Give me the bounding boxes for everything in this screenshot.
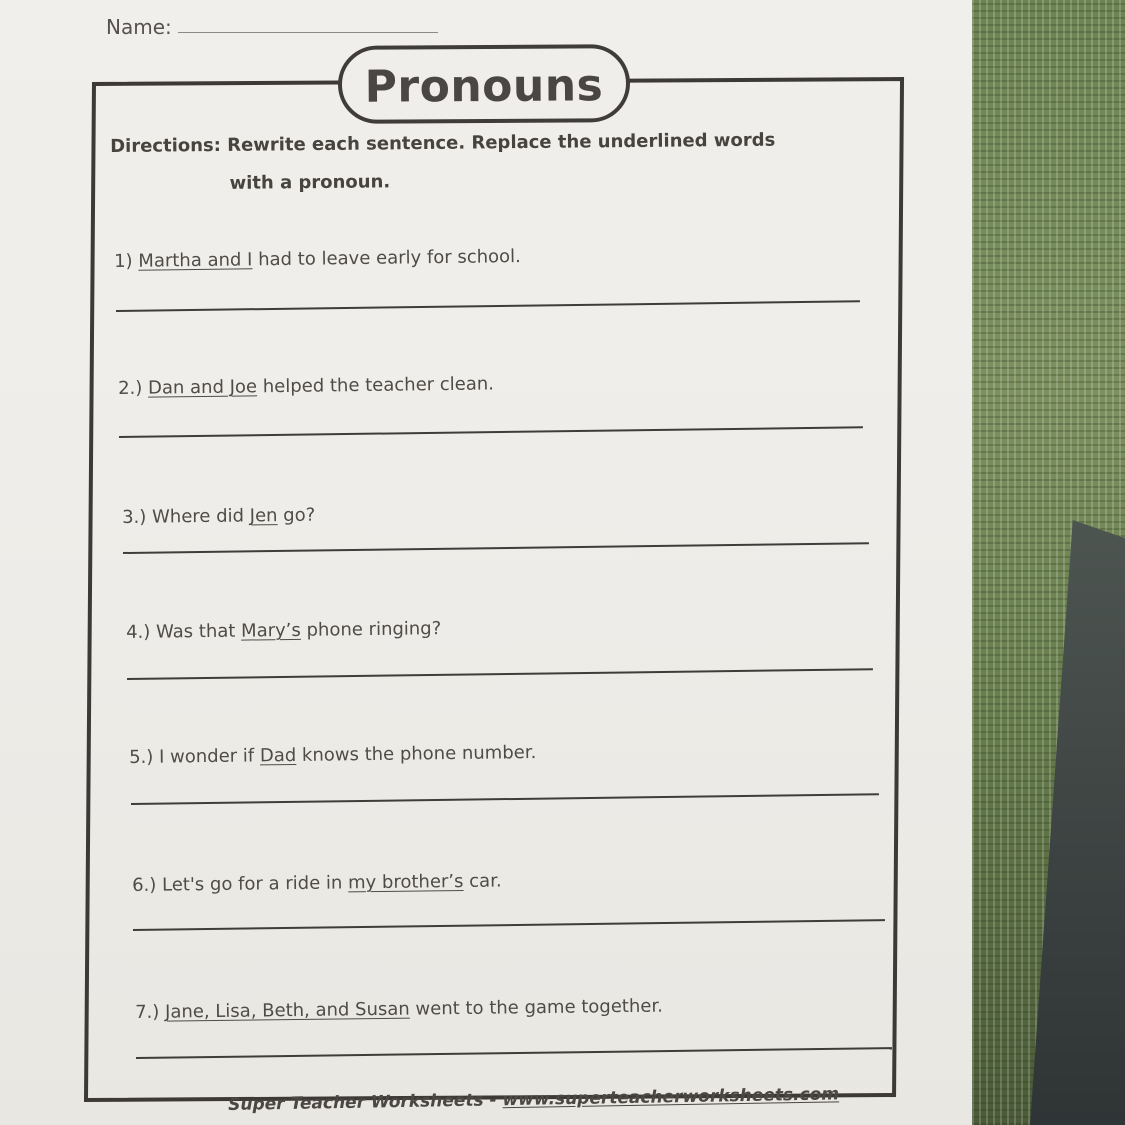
directions <box>110 121 811 204</box>
question-number: 2.) <box>118 377 143 399</box>
question-number: 7.) <box>135 1001 160 1023</box>
underlined-words: my brother’s <box>347 870 464 894</box>
underlined-words: Martha and I <box>138 249 253 272</box>
question-before: Where did <box>151 505 250 528</box>
question-after: car. <box>463 870 502 892</box>
underlined-words: Dad <box>259 744 297 767</box>
name-label: Name: <box>106 15 172 39</box>
question-after: go? <box>277 504 316 527</box>
question-6 <box>132 870 502 896</box>
question-before: Let's go for a ride in <box>161 872 349 896</box>
directions-line-2: with a pronoun. <box>229 171 391 194</box>
question-number: 3.) <box>122 506 147 528</box>
worksheet-frame <box>84 77 904 1102</box>
question-number: 6.) <box>132 874 157 896</box>
question-number: 4.) <box>126 621 151 643</box>
question-after: knows the phone number. <box>296 742 537 766</box>
question-before: Was that <box>155 620 242 643</box>
question-4 <box>126 618 441 643</box>
question-after: phone ringing? <box>300 618 442 641</box>
name-field-line[interactable] <box>178 32 438 33</box>
question-number: 5.) <box>129 746 154 768</box>
directions-line-1: Directions: Rewrite each sentence. Replace the underlined words <box>110 129 776 157</box>
question-after: went to the game together. <box>409 995 663 1020</box>
question-after: helped the teacher clean. <box>256 373 495 398</box>
question-number: 1) <box>114 250 133 272</box>
underlined-words: Dan and Joe <box>147 376 258 399</box>
question-after: had to leave early for school. <box>252 246 521 271</box>
footer-link[interactable]: www.superteacherworksheets.com <box>502 1084 840 1111</box>
footer-text: Super Teacher Worksheets - <box>228 1090 503 1115</box>
title-badge <box>338 44 630 124</box>
underlined-words: Mary’s <box>240 619 301 642</box>
question-before: I wonder if <box>158 745 261 768</box>
underlined-words: Jane, Lisa, Beth, and Susan <box>164 998 410 1023</box>
underlined-words: Jen <box>249 505 278 527</box>
worksheet-title: Pronouns <box>364 60 604 113</box>
question-3 <box>122 505 315 528</box>
